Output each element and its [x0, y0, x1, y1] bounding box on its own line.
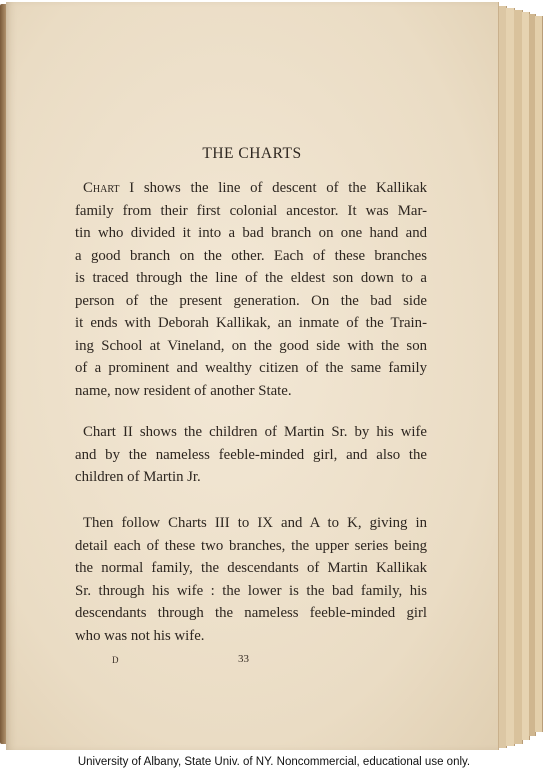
paragraph-chart-one — [75, 177, 427, 402]
paragraph-line: Sr. through his wife : the lower is the bad family, his — [75, 582, 427, 599]
paragraph-line: name, now resident of another State. — [75, 382, 292, 399]
paragraph-line: Chart II shows the children of Martin Sr. by his wife — [83, 424, 427, 440]
page-number: 33 — [238, 653, 249, 665]
paragraph-line: Then follow Charts III to IX and A to K, giving in — [83, 515, 427, 531]
signature-mark: D — [112, 655, 119, 665]
page-edge — [535, 16, 543, 732]
paragraph-line: ing School at Vineland, on the good side with the son — [75, 337, 427, 354]
paragraph-line: family from their first colonial ancestor. It was Mar- — [75, 202, 427, 219]
paragraph-line — [75, 177, 427, 200]
paragraph-line: detail each of these two branches, the upper series being — [75, 537, 427, 554]
paragraph-line: of a prominent and wealthy citizen of the same family — [75, 360, 427, 376]
paragraph-line: the normal family, the descendants of Martin Kallikak — [75, 560, 427, 576]
paragraph-line: who was not his wife. — [75, 627, 205, 644]
lead-word: Chart — [83, 180, 120, 196]
paragraph-chart-two — [75, 421, 427, 489]
paragraph-line: tin who divided it into a bad branch on one hand and — [75, 225, 427, 241]
paragraph-line: and by the nameless feeble-minded girl, and also the — [75, 446, 427, 463]
paragraph-line: descendants through the nameless feeble-minded girl — [75, 605, 427, 621]
paragraph-following-charts — [75, 512, 427, 647]
line-text: I shows the line of descent of the Kallikak — [119, 180, 427, 196]
page-title: THE CHARTS — [202, 145, 302, 162]
paragraph-line: children of Martin Jr. — [75, 469, 201, 485]
paragraph-line: it ends with Deborah Kallikak, an inmate of the Train- — [75, 315, 427, 331]
paragraph-line: person of the present generation. On the bad side — [75, 292, 427, 309]
paragraph-line: is traced through the line of the eldest son down to a — [75, 270, 427, 286]
attribution-footer: University of Albany, State Univ. of NY. Noncommercial, educational use only. — [77, 756, 471, 768]
book-page — [6, 2, 499, 750]
paragraph-line: a good branch on the other. Each of these branches — [75, 247, 427, 264]
